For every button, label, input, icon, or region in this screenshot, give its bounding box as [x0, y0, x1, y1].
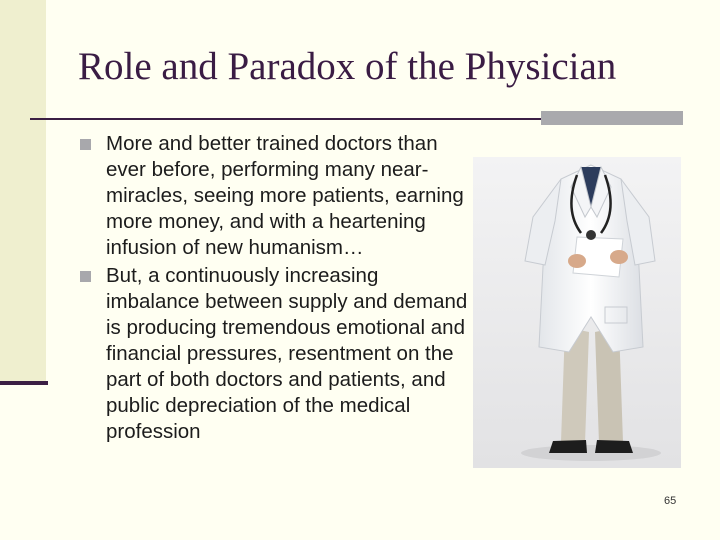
- title-underline-accent: [541, 111, 683, 125]
- bullet-list: [78, 131, 470, 447]
- left-accent-rule: [0, 381, 48, 385]
- bullet-text: More and better trained doctors than ever before, performing many near-miracles, seeing more patients, earning more money, and with a heartening infusion of new humanism…: [106, 132, 464, 259]
- physician-photo: [473, 157, 681, 468]
- left-accent-band: [0, 0, 46, 383]
- square-bullet-icon: [80, 271, 91, 282]
- bullet-text: But, a continuously increasing imbalance between supply and demand is producing tremendous emotional and financial pressures, resentment on the part of both doctors and patients, and public depreciation of the medical profession: [106, 264, 468, 443]
- slide-title: Role and Paradox of the Physician: [78, 45, 617, 88]
- physician-icon: [473, 157, 681, 468]
- bullet-item: [78, 263, 470, 445]
- square-bullet-icon: [80, 139, 91, 150]
- slide-number: 65: [664, 495, 677, 507]
- bullet-item: [78, 131, 470, 261]
